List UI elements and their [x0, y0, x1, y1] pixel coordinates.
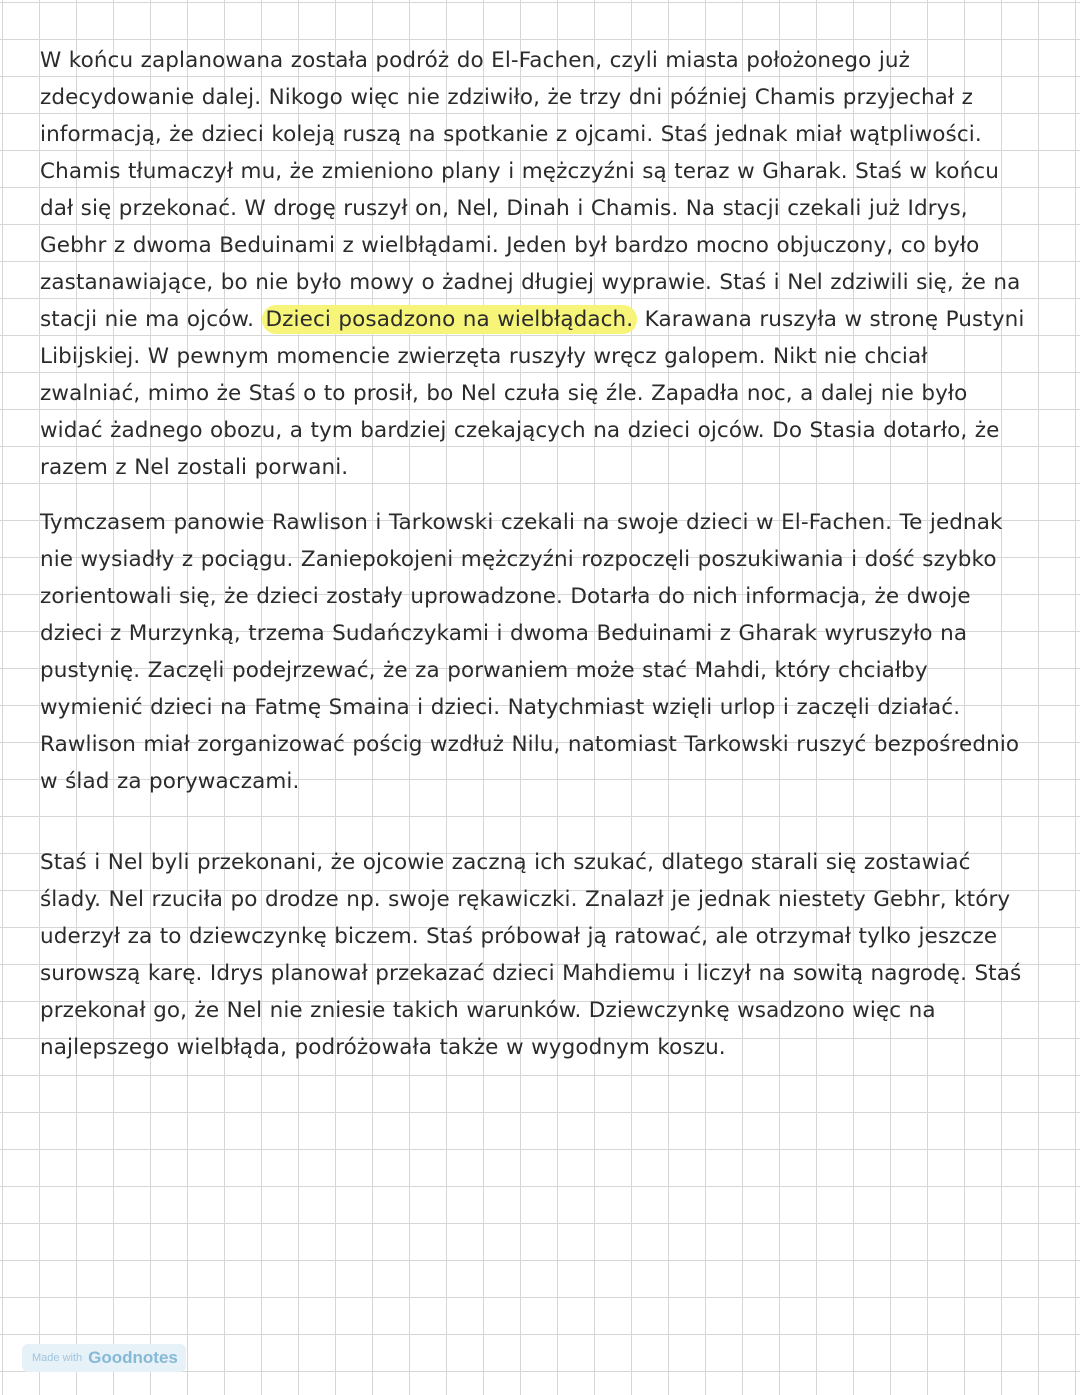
goodnotes-logo: Goodnotes: [88, 1348, 178, 1367]
paragraph-spacer: [40, 800, 1025, 844]
paragraph-1: [40, 42, 1025, 486]
paragraph-spacer: [40, 486, 1025, 504]
paragraph-3: Staś i Nel byli przekonani, że ojcowie zaczną ich szukać, dlatego starali się zostawiać ślady. Nel rzuciła po drodze np. swoje rękawiczki. Znalazł je jednak niestety Gebhr, który uderzył za to dziewczynkę biczem. Staś próbował ją ratować, ale otrzymał tylko jeszcze surowszą karę. Idrys planował przekazać dzieci Mahdiemu i liczył na sowitą nagrodę. Staś przekonał go, że Nel nie zniesie takich warunków. Dziewczynkę wsadzono więc na najlepszego wielbłąda, podróżowała także w wygodnym koszu.: [40, 850, 1022, 1060]
paragraph-2: Tymczasem panowie Rawlison i Tarkowski czekali na swoje dzieci w El-Fachen. Te jednak nie wysiadły z pociągu. Zaniepokojeni mężczyźni rozpoczęli poszukiwania i dość szybko zorientowali się, że dzieci zostały uprowadzone. Dotarła do nich informacja, że dwoje dzieci z Murzynką, trzema Sudańczykami i dwoma Beduinami z Gharak wyruszyło na pustynię. Zaczęli podejrzewać, że za porwaniem może stać Mahdi, który chciałby wymienić dzieci na Fatmę Smaina i dzieci. Natychmiast wzięli urlop i zaczęli działać. Rawlison miał zorganizować pościg wzdłuż Nilu, natomiast Tarkowski ruszyć bezpośrednio w ślad za porywaczami.: [40, 510, 1020, 794]
highlighted-sentence: Dzieci posadzono na wielbłądach.: [262, 305, 638, 334]
made-with-label: Made with: [32, 1352, 83, 1364]
paragraph-1-text-a: W końcu zaplanowana została podróż do El-Fachen, czyli miasta położonego już zdecydowanie dalej. Nikogo więc nie zdziwiło, że trzy dni później Chamis przyjechał z informacją, że dzieci koleją ruszą na spotkanie z ojcami. Staś jednak miał wątpliwości. Chamis tłumaczył mu, że zmieniono plany i mężczyźni są teraz w Gharak. Staś w końcu dał się przekonać. W drogę ruszył on, Nel, Dinah i Chamis. Na stacji czekali już Idrys, Gebhr z dwoma Beduinami z wielbłądami. Jeden był bardzo mocno objuczony, co było zastanawiające, bo nie było mowy o żadnej długiej wyprawie. Staś i Nel zdziwili się, że na stacji nie ma ojców.: [40, 48, 1021, 332]
note-page: [40, 42, 1025, 1066]
goodnotes-watermark: [22, 1344, 186, 1372]
paragraph-1-text-b: Karawana ruszyła w stronę Pustyni Libijskiej. W pewnym momencie zwierzęta ruszyły wręcz galopem. Nikt nie chciał zwalniać, mimo że Staś o to prosił, bo Nel czuła się źle. Zapadła noc, a dalej nie było widać żadnego obozu, a tym bardziej czekających na dzieci ojców. Do Stasia dotarło, że razem z Nel zostali porwani.: [40, 307, 1025, 480]
